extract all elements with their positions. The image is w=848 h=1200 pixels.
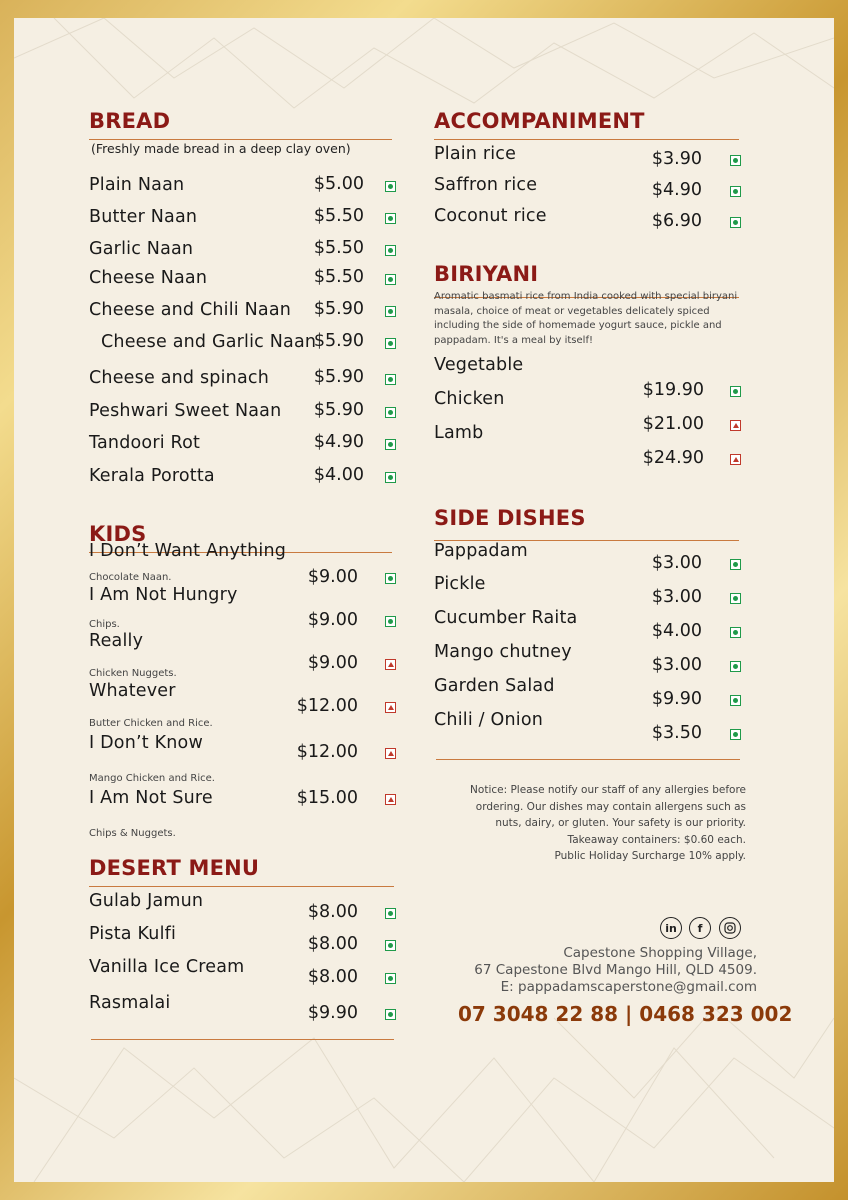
- side-dish-name[interactable]: Cucumber Raita: [434, 608, 578, 628]
- side-dish-name[interactable]: Chili / Onion: [434, 710, 544, 730]
- biriyani-item-nonveg-icon: [730, 454, 741, 465]
- bread-item-price: $5.90: [313, 400, 364, 420]
- notice-line: Takeaway containers: $0.60 each.: [567, 833, 746, 846]
- bread-item-price: $5.00: [313, 174, 364, 194]
- kids-item-desc: Mango Chicken and Rice.: [89, 773, 215, 784]
- bread-item-veg-icon: [385, 245, 396, 256]
- contact-block: [417, 945, 757, 996]
- bread-item-price: $4.00: [313, 465, 364, 485]
- kids-item-name[interactable]: I Am Not Hungry: [89, 585, 238, 605]
- bread-item-name[interactable]: Kerala Porotta: [89, 466, 215, 486]
- dessert-item-name[interactable]: Gulab Jamun: [89, 891, 204, 911]
- bread-item-name[interactable]: Cheese and spinach: [89, 368, 269, 388]
- dessert-title: DESERT MENU: [89, 856, 260, 880]
- accompaniment-rule: [434, 139, 739, 140]
- kids-item-desc: Chips.: [89, 619, 120, 630]
- biriyani-item-price: $19.90: [642, 380, 704, 400]
- notice-line: Public Holiday Surcharge 10% apply.: [554, 850, 746, 862]
- accompaniment-item-veg-icon: [730, 217, 741, 228]
- bread-item-veg-icon: [385, 439, 396, 450]
- dessert-item-name[interactable]: Vanilla Ice Cream: [89, 957, 245, 977]
- bread-item-price: $5.90: [313, 299, 364, 319]
- bread-item-name[interactable]: Garlic Naan: [89, 239, 194, 259]
- bread-item-price: $5.50: [313, 267, 364, 287]
- bread-item-name[interactable]: Tandoori Rot: [89, 433, 201, 453]
- bread-item-price: $4.90: [313, 432, 364, 452]
- dessert-rule: [89, 886, 394, 887]
- bread-item-price: $5.50: [313, 206, 364, 226]
- kids-title: KIDS: [89, 522, 147, 546]
- side-dish-veg-icon: [730, 627, 741, 638]
- kids-item-veg-icon: [385, 573, 396, 584]
- email[interactable]: E: pappadamscaperstone@gmail.com: [500, 979, 757, 995]
- dessert-bottom-rule: [91, 1039, 394, 1040]
- allergy-notice: [426, 782, 746, 865]
- biriyani-description: Aromatic basmati rice from India cooked with special biryani masala, choice of meat or vegetables delicately spiced including the side of homemade yogurt sauce, pickle and pappadam. It's a meal by itself!: [434, 291, 738, 346]
- linkedin-icon[interactable]: in: [660, 917, 682, 939]
- side-dish-veg-icon: [730, 559, 741, 570]
- side-dishes-bottom-rule: [436, 759, 740, 760]
- bread-item-veg-icon: [385, 306, 396, 317]
- accompaniment-title: ACCOMPANIMENT: [434, 109, 645, 133]
- kids-item-name[interactable]: Whatever: [89, 681, 176, 701]
- bread-item-veg-icon: [385, 213, 396, 224]
- kids-item-desc: Chocolate Naan.: [89, 572, 172, 583]
- bread-title: BREAD: [89, 109, 171, 133]
- side-dish-price: $3.00: [651, 587, 702, 607]
- side-dish-name[interactable]: Pickle: [434, 574, 486, 594]
- bread-item-name[interactable]: Cheese Naan: [89, 268, 208, 288]
- kids-item-price: $12.00: [296, 696, 358, 716]
- instagram-glyph: [724, 922, 736, 934]
- dessert-item-price: $8.00: [307, 902, 358, 922]
- side-dish-name[interactable]: Mango chutney: [434, 642, 572, 662]
- accompaniment-item-veg-icon: [730, 155, 741, 166]
- dessert-item-veg-icon: [385, 940, 396, 951]
- notice-line: Notice: Please notify our staff of any allergies before: [470, 784, 746, 796]
- kids-item-price: $12.00: [296, 742, 358, 762]
- biriyani-item-name[interactable]: Lamb: [434, 423, 484, 443]
- dessert-item-veg-icon: [385, 973, 396, 984]
- dessert-item-price: $8.00: [307, 934, 358, 954]
- bread-item-name[interactable]: Butter Naan: [89, 207, 198, 227]
- kids-item-price: $15.00: [296, 788, 358, 808]
- kids-item-name[interactable]: I Don’t Want Anything: [89, 541, 287, 561]
- side-dish-price: $4.00: [651, 621, 702, 641]
- kids-item-desc: Chips & Nuggets.: [89, 828, 176, 839]
- dessert-item-veg-icon: [385, 908, 396, 919]
- address-line-1: Capestone Shopping Village,: [563, 945, 757, 961]
- side-dish-price: $9.90: [651, 689, 702, 709]
- phone-numbers[interactable]: 07 3048 22 88 | 0468 323 002: [458, 1002, 793, 1026]
- kids-item-nonveg-icon: [385, 659, 396, 670]
- address-line-2: 67 Capestone Blvd Mango Hill, QLD 4509.: [474, 962, 757, 978]
- notice-line: nuts, dairy, or gluten. Your safety is our priority.: [495, 817, 746, 829]
- dessert-item-price: $8.00: [307, 967, 358, 987]
- side-dish-name[interactable]: Pappadam: [434, 541, 528, 561]
- side-dish-veg-icon: [730, 593, 741, 604]
- side-dish-veg-icon: [730, 661, 741, 672]
- kids-item-price: $9.00: [307, 610, 358, 630]
- biriyani-item-name[interactable]: Chicken: [434, 389, 505, 409]
- menu-page: [14, 18, 834, 1182]
- bread-item-name[interactable]: Plain Naan: [89, 175, 185, 195]
- notice-line: ordering. Our dishes may contain allergens such as: [475, 800, 746, 813]
- kids-item-name[interactable]: I Don’t Know: [89, 733, 203, 753]
- kids-item-price: $9.00: [307, 653, 358, 673]
- dessert-item-name[interactable]: Pista Kulfi: [89, 924, 177, 944]
- bread-item-veg-icon: [385, 274, 396, 285]
- side-dish-price: $3.00: [651, 655, 702, 675]
- side-dish-price: $3.50: [651, 723, 702, 743]
- bread-item-name[interactable]: Cheese and Garlic Naan: [101, 332, 317, 352]
- kids-item-nonveg-icon: [385, 794, 396, 805]
- bread-rule: [89, 139, 392, 140]
- side-dish-price: $3.00: [651, 553, 702, 573]
- kids-item-name[interactable]: I Am Not Sure: [89, 788, 213, 808]
- instagram-icon[interactable]: [719, 917, 741, 939]
- kids-item-veg-icon: [385, 616, 396, 627]
- biriyani-item-name[interactable]: Vegetable: [434, 355, 524, 375]
- accompaniment-item-name[interactable]: Coconut rice: [434, 206, 547, 226]
- biriyani-item-nonveg-icon: [730, 420, 741, 431]
- kids-item-desc: Chicken Nuggets.: [89, 668, 177, 679]
- kids-item-nonveg-icon: [385, 748, 396, 759]
- dessert-item-name[interactable]: Rasmalai: [89, 993, 171, 1013]
- accompaniment-item-veg-icon: [730, 186, 741, 197]
- accompaniment-item-price: $6.90: [651, 211, 702, 231]
- kids-item-name[interactable]: Really: [89, 631, 144, 651]
- biriyani-item-price: $21.00: [642, 414, 704, 434]
- dessert-item-price: $9.90: [307, 1003, 358, 1023]
- bread-item-veg-icon: [385, 472, 396, 483]
- bread-item-name[interactable]: Cheese and Chili Naan: [89, 300, 292, 320]
- kids-item-price: $9.00: [307, 567, 358, 587]
- facebook-icon[interactable]: f: [689, 917, 711, 939]
- bread-item-veg-icon: [385, 181, 396, 192]
- bread-item-price: $5.90: [313, 367, 364, 387]
- kids-item-desc: Butter Chicken and Rice.: [89, 718, 213, 729]
- biriyani-title: BIRIYANI: [434, 262, 539, 286]
- dessert-item-veg-icon: [385, 1009, 396, 1020]
- biriyani-item-veg-icon: [730, 386, 741, 397]
- biriyani-item-price: $24.90: [642, 448, 704, 468]
- side-dish-veg-icon: [730, 729, 741, 740]
- accompaniment-item-name[interactable]: Saffron rice: [434, 175, 538, 195]
- bread-item-name[interactable]: Peshwari Sweet Naan: [89, 401, 282, 421]
- side-dishes-title: SIDE DISHES: [434, 506, 586, 530]
- bread-note: (Freshly made bread in a deep clay oven): [91, 141, 351, 156]
- kids-item-nonveg-icon: [385, 702, 396, 713]
- bread-item-veg-icon: [385, 407, 396, 418]
- bread-item-veg-icon: [385, 338, 396, 349]
- accompaniment-item-price: $3.90: [651, 149, 702, 169]
- accompaniment-item-name[interactable]: Plain rice: [434, 144, 517, 164]
- bread-item-price: $5.90: [313, 331, 364, 351]
- bread-item-price: $5.50: [313, 238, 364, 258]
- bread-item-veg-icon: [385, 374, 396, 385]
- accompaniment-item-price: $4.90: [651, 180, 702, 200]
- side-dish-name[interactable]: Garden Salad: [434, 676, 555, 696]
- side-dish-veg-icon: [730, 695, 741, 706]
